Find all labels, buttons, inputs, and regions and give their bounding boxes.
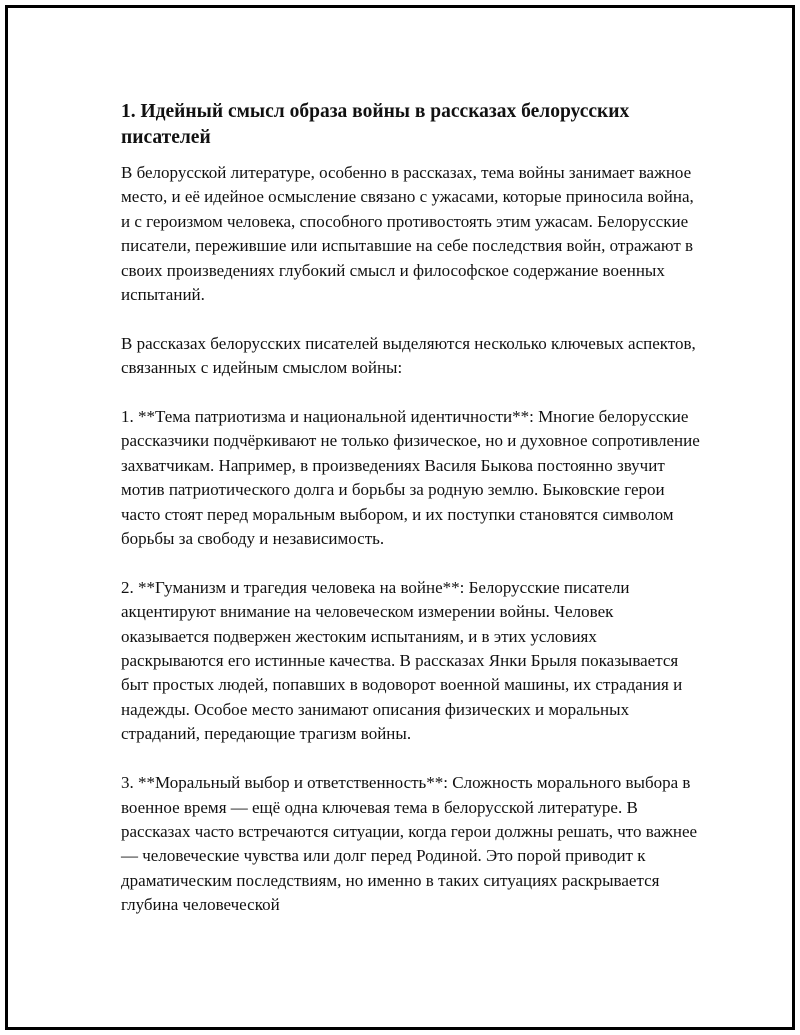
paragraph-item-3: 3. **Моральный выбор и ответственность**: Сложность морального выбора в военное время — ещё одна ключевая тема в белорусской литературе. В рассказах часто встречаются ситуации, когда герои должны решать, что важнее — человеческие чувства или долг перед Родиной. Это порой приводит к драматическим последствиям, но именно в таких ситуациях раскрывается глубина человеческой	[121, 773, 698, 915]
section-heading: 1. Идейный смысл образа войны в рассказах белорусских писателей	[121, 101, 630, 148]
paragraph-intro: В белорусской литературе, особенно в рассказах, тема войны занимает важное место, и её идейное осмысление связано с ужасами, которые приносила война, и с героизмом человека, способного противостоять этим ужасам. Белорусские писатели, пережившие или испытавшие на себе последствия войн, отражают в своих произведениях глубокий смысл и философское содержание военных испытаний.	[121, 163, 694, 305]
document-page	[5, 5, 795, 1030]
paragraph-aspects-lead: В рассказах белорусских писателей выделяются несколько ключевых аспектов, связанных с идейным смыслом войны:	[121, 333, 696, 378]
paragraph-item-2: 2. **Гуманизм и трагедия человека на войне**: Белорусские писатели акцентируют внимание на человеческом измерении войны. Человек оказывается подвержен жестоким испытаниям, и в этих условиях раскрываются его истинные качества. В рассказах Янки Брыля показывается быт простых людей, попавших в водоворот военной машины, их страдания и надежды. Особое место занимают описания физических и моральных страданий, передающие трагизм войны.	[121, 577, 683, 744]
paragraph-item-1: 1. **Тема патриотизма и национальной идентичности**: Многие белорусские рассказчики подчёркивают не только физическое, но и духовное сопротивление захватчикам. Например, в произведениях Василя Быкова постоянно звучит мотив патриотического долга и борьбы за родную землю. Быковские герои часто стоят перед моральным выбором, и их поступки становятся символом борьбы за свободу и независимость.	[121, 407, 700, 549]
document-body	[121, 95, 701, 942]
